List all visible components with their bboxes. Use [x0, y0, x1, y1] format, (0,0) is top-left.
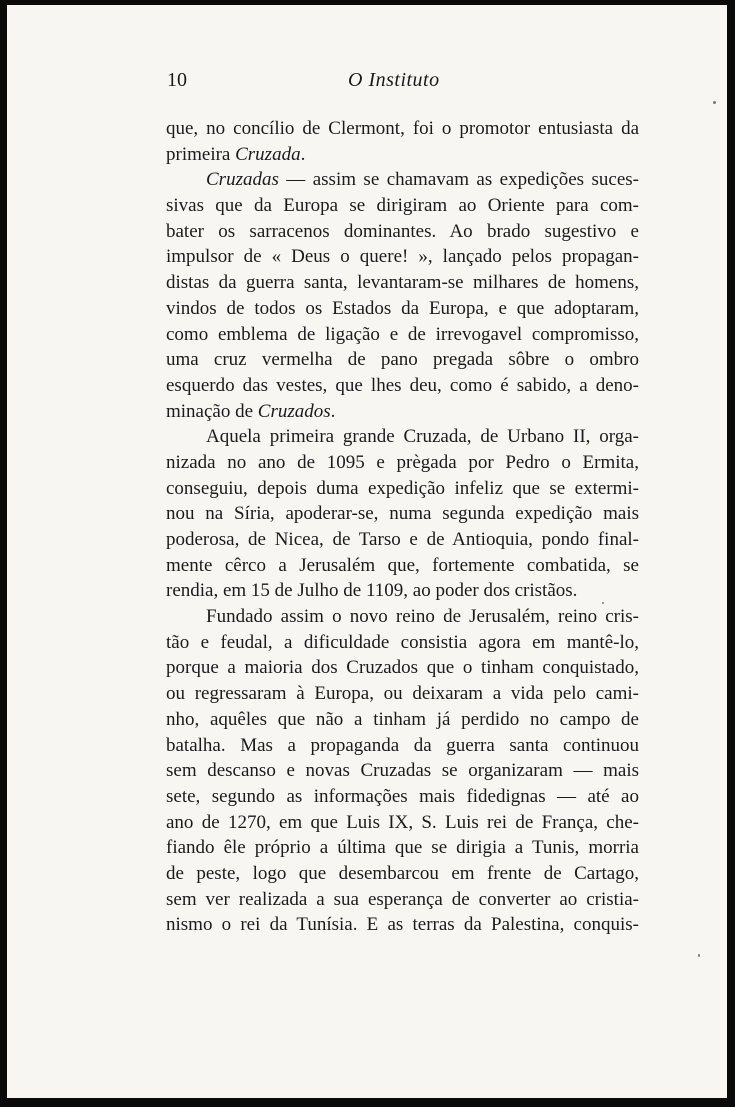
text-line: esquerdo das vestes, que lhes deu, como é sabido, a deno-	[166, 374, 639, 396]
text-segment: — assim se chamavam as expedições suces-	[278, 169, 639, 191]
scan-speck	[602, 602, 604, 604]
text-segment: .	[330, 400, 336, 422]
text-line: conseguiu, depois duma expedição infeliz que se extermi-	[166, 477, 639, 499]
text-line: como emblema de ligação e de irrevogavel compromisso,	[166, 323, 639, 345]
italic-term: Cruzada	[235, 143, 301, 165]
text-line: porque a maioria dos Cruzados que o tinham conquistado,	[166, 657, 639, 679]
text-segment: primeira	[166, 143, 236, 165]
text-line: tão e feudal, a dificuldade consistia agora em mantê-lo,	[166, 631, 639, 653]
text-line: vindos de todos os Estados da Europa, e que adoptaram,	[166, 297, 639, 319]
scan-speck	[698, 954, 700, 957]
text-line: sivas que da Europa se dirigiram ao Oriente para com-	[166, 195, 639, 217]
text-line	[166, 142, 639, 168]
text-line: de peste, logo que desembarcou em frente de Cartago,	[166, 862, 639, 884]
running-title: O Instituto	[348, 69, 440, 91]
text-segment: .	[300, 143, 306, 165]
text-line: Fundado assim o novo reino de Jerusalém, reino cris-	[206, 606, 639, 628]
text-line: sete, segundo as informações mais fidedignas — até ao	[166, 785, 639, 807]
text-line: sem ver realizada a sua esperança de converter ao cristia-	[166, 888, 639, 910]
text-line: nismo o rei da Tunísia. E as terras da Palestina, conquis-	[166, 914, 639, 936]
text-line: bater os sarracenos dominantes. Ao brado sugestivo e	[166, 220, 639, 242]
text-line: sem descanso e novas Cruzadas se organizaram — mais	[166, 760, 639, 782]
text-line	[166, 167, 639, 193]
scan-speck	[713, 101, 716, 104]
text-line: nou na Síria, apoderar-se, numa segunda expedição mais	[166, 503, 639, 525]
italic-term: Cruzadas	[206, 169, 279, 191]
text-line: rendia, em 15 de Julho de 1109, ao poder dos cristãos.	[166, 580, 578, 602]
text-line: nizada no ano de 1095 e prègada por Pedro o Ermita,	[166, 451, 639, 473]
page-number: 10	[167, 69, 187, 91]
text-line: ano de 1270, em que Luis IX, S. Luis rei de França, che-	[166, 811, 639, 833]
page-header	[7, 69, 727, 97]
text-line: uma cruz vermelha de pano pregada sôbre o ombro	[166, 349, 639, 371]
text-line: nho, aquêles que não a tinham já perdido no campo de	[166, 708, 639, 730]
book-page	[7, 5, 727, 1098]
italic-term: Cruzados	[257, 400, 331, 422]
text-line: distas da guerra santa, levantaram-se milhares de homens,	[166, 272, 639, 294]
text-line: Aquela primeira grande Cruzada, de Urbano II, orga-	[206, 426, 639, 448]
body-text	[166, 116, 639, 938]
text-line: ou regressaram à Europa, ou deixaram a vida pelo cami-	[166, 683, 639, 705]
text-line: impulsor de « Deus o quere! », lançado pelos propagan-	[166, 246, 639, 268]
text-line: fiando êle próprio a última que se dirigia a Tunis, morria	[166, 837, 639, 859]
text-segment: minação de	[166, 400, 258, 422]
text-line: poderosa, de Nicea, de Tarso e de Antioquia, pondo final-	[166, 529, 639, 550]
text-line: mente cêrco a Jerusalém que, fortemente combatida, se	[166, 554, 639, 576]
text-line	[166, 399, 639, 425]
text-line: batalha. Mas a propaganda da guerra santa continuou	[166, 734, 639, 756]
text-line: que, no concílio de Clermont, foi o promotor entusiasta da	[166, 118, 639, 139]
